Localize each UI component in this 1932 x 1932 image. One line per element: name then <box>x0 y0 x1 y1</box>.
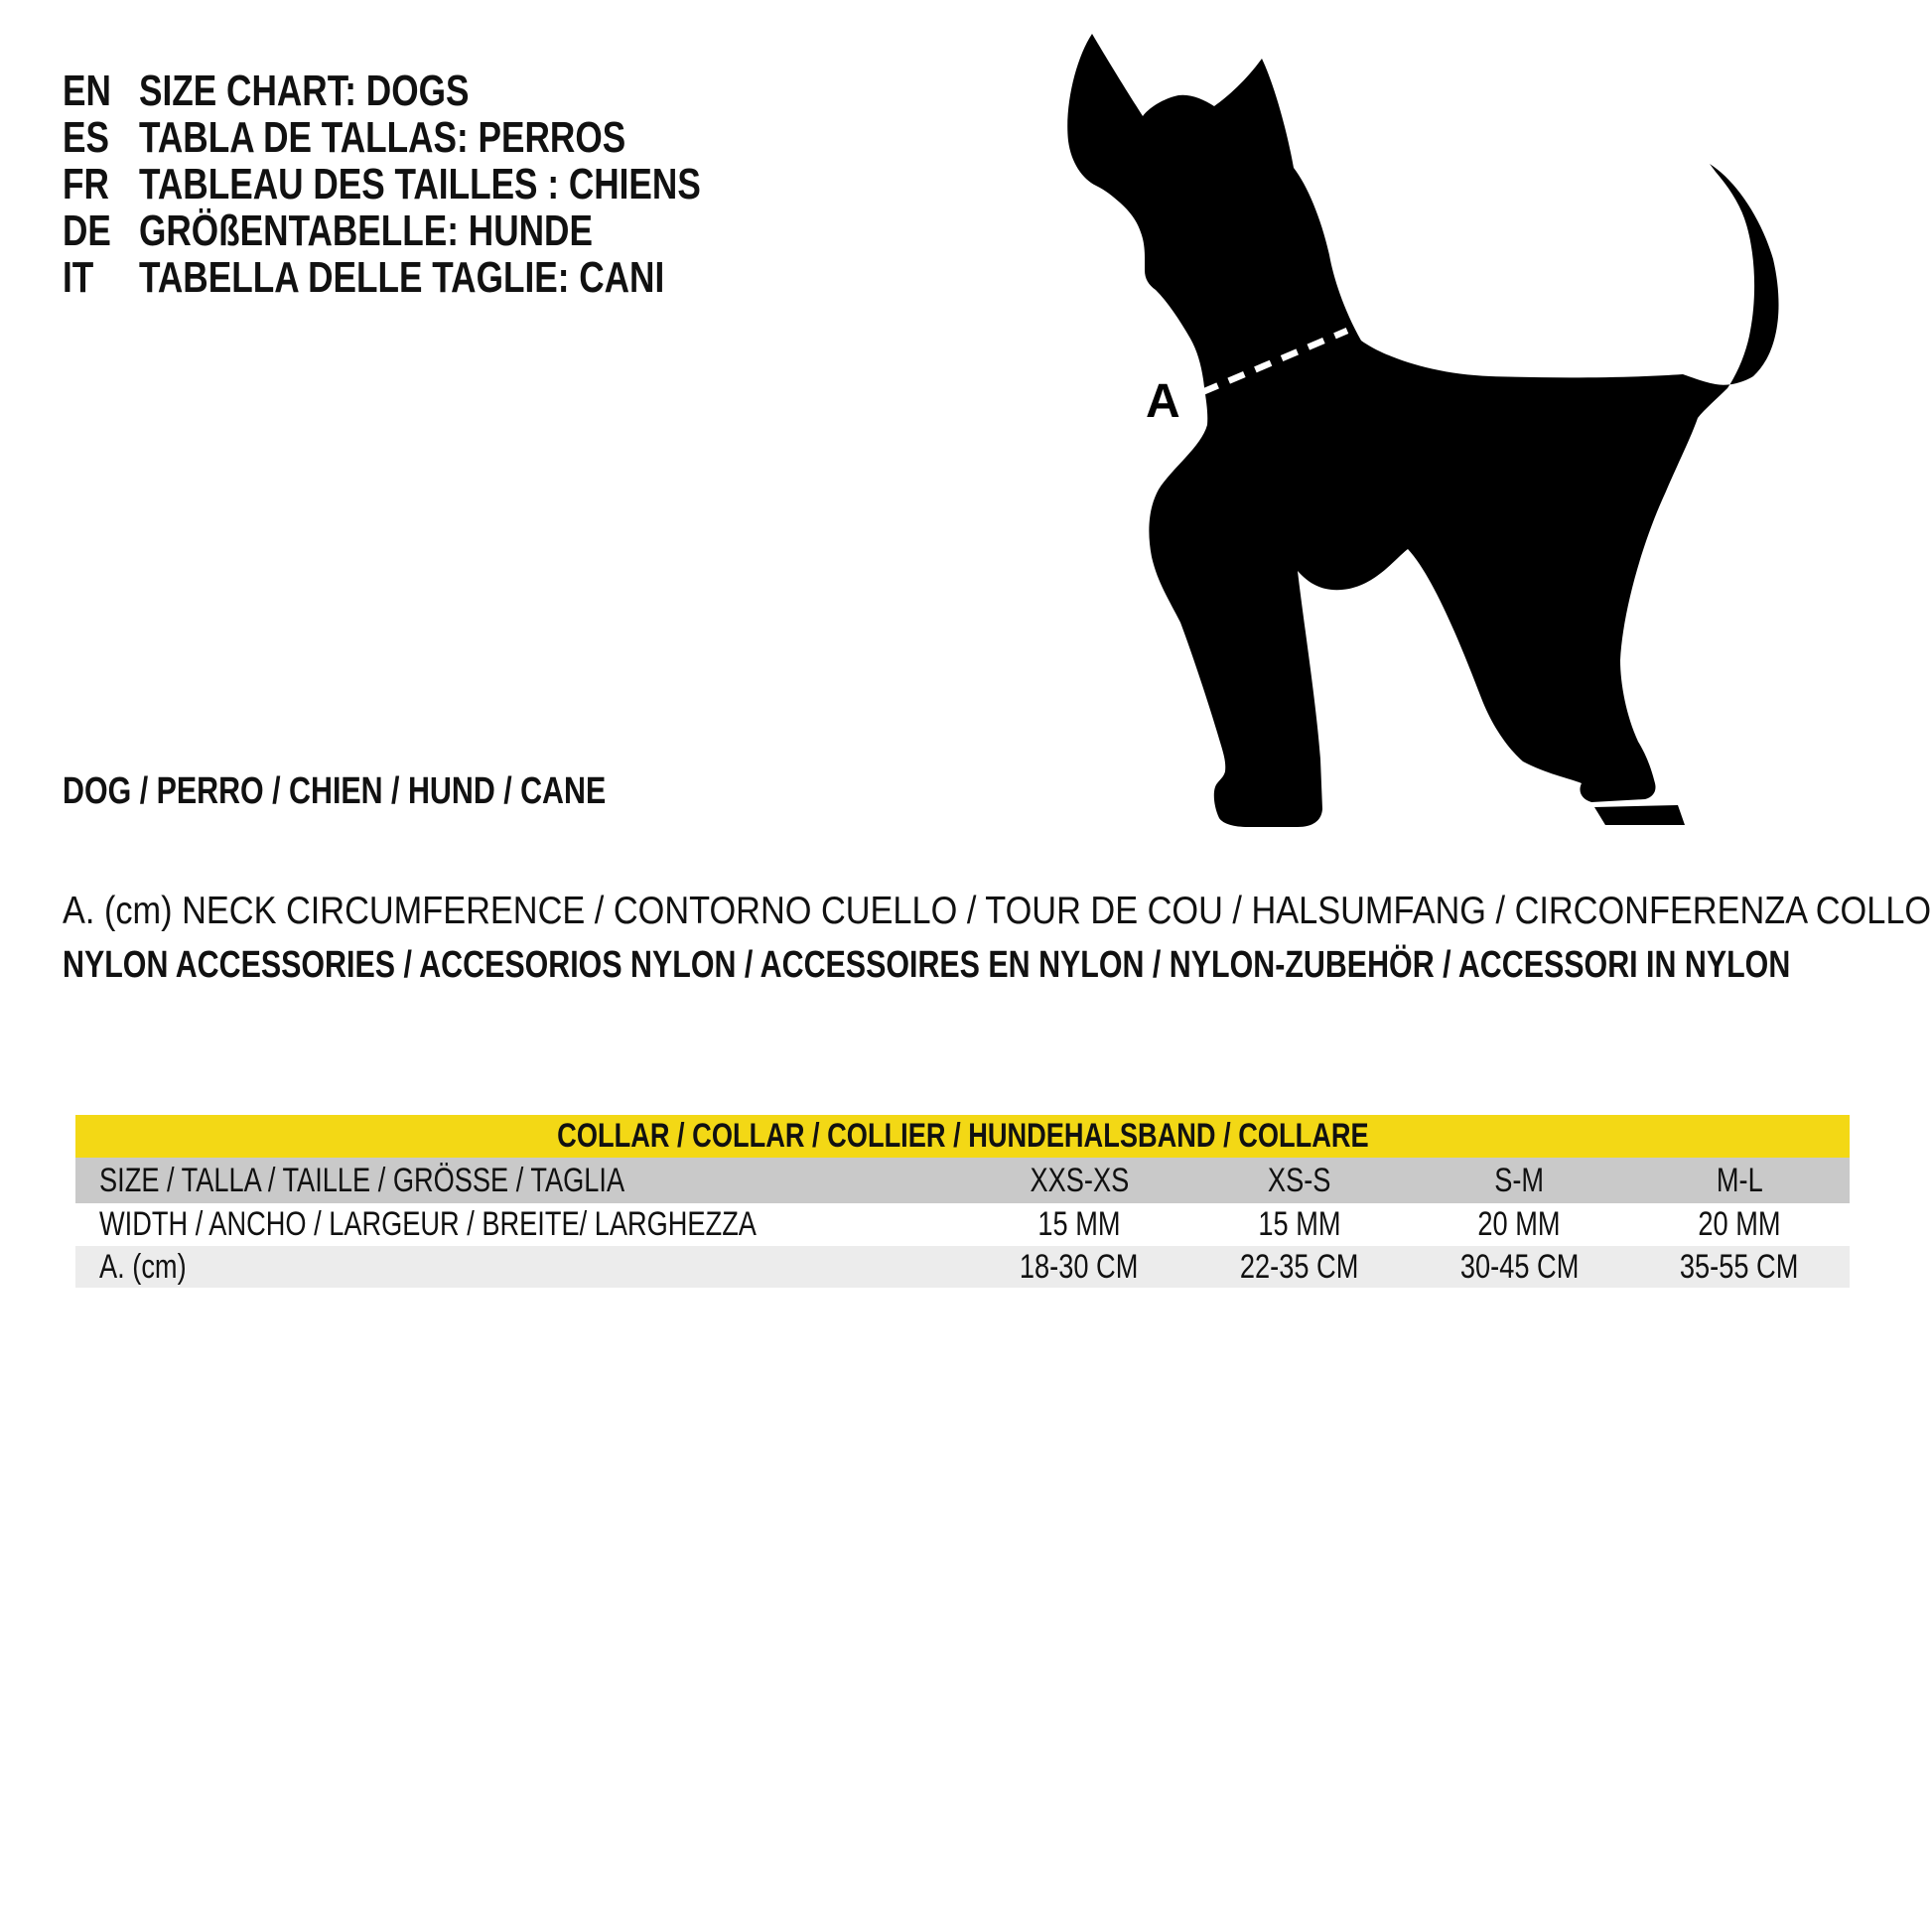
row-label: SIZE / TALLA / TAILLE / GRÖSSE / TAGLIA <box>99 1161 625 1199</box>
language-code: IT <box>63 253 94 302</box>
nylon-accessories-note <box>63 945 1932 985</box>
neck-range-value: 35-55 CM <box>1680 1247 1799 1286</box>
language-code: DE <box>63 207 111 255</box>
dog-caption <box>63 769 742 813</box>
title-text: GRÖßENTABELLE: HUNDE <box>139 207 593 255</box>
title-text: TABELLA DELLE TAGLIE: CANI <box>139 253 665 302</box>
language-code: EN <box>63 67 111 115</box>
title-text: TABLEAU DES TAILLES : CHIENS <box>139 160 701 208</box>
nylon-accessories-note-text: NYLON ACCESSORIES / ACCESORIOS NYLON / ACCESSOIRES EN NYLON / NYLON-ZUBEHÖR / ACCESSORI IN NYLON <box>63 944 1791 986</box>
neck-measure-label: A <box>1146 375 1180 428</box>
neck-circumference-note <box>63 892 1932 931</box>
title-text: TABLA DE TALLAS: PERROS <box>139 113 626 162</box>
title-row-en <box>0 68 894 114</box>
size-value: M-L <box>1716 1161 1763 1199</box>
width-value: 15 MM <box>1037 1205 1121 1243</box>
table-row-neck <box>75 1246 1850 1288</box>
title-row-de <box>0 207 894 254</box>
table-row-size <box>75 1158 1850 1203</box>
size-value: S-M <box>1494 1161 1545 1199</box>
table-row-width <box>75 1203 1850 1246</box>
neck-range-value: 22-35 CM <box>1239 1247 1359 1286</box>
neck-range-value: 30-45 CM <box>1459 1247 1580 1286</box>
width-value: 15 MM <box>1258 1205 1341 1243</box>
dog-caption-text: DOG / PERRO / CHIEN / HUND / CANE <box>63 770 607 812</box>
table-header-text: COLLAR / COLLAR / COLLIER / HUNDEHALSBAND / COLLARE <box>556 1117 1369 1155</box>
width-value: 20 MM <box>1698 1205 1781 1243</box>
row-label: WIDTH / ANCHO / LARGEUR / BREITE/ LARGHEZZA <box>99 1205 757 1243</box>
size-value: XXS-XS <box>1029 1161 1129 1199</box>
neck-range-value: 18-30 CM <box>1020 1247 1139 1286</box>
width-value: 20 MM <box>1477 1205 1561 1243</box>
size-value: XS-S <box>1267 1161 1331 1199</box>
title-row-fr <box>0 161 894 207</box>
title-row-es <box>0 114 894 161</box>
row-label: A. (cm) <box>99 1247 187 1286</box>
title-row-it <box>0 254 894 301</box>
collar-size-table <box>75 1115 1850 1288</box>
table-header <box>75 1115 1850 1158</box>
dog-far-hind-paw <box>1594 805 1685 825</box>
dog-silhouette-figure <box>1033 20 1807 844</box>
language-code: FR <box>63 160 109 208</box>
dog-silhouette <box>1067 34 1778 827</box>
neck-circumference-note-text: A. (cm) NECK CIRCUMFERENCE / CONTORNO CUELLO / TOUR DE COU / HALSUMFANG / CIRCONFERENZA COLLO <box>63 890 1932 932</box>
language-code: ES <box>63 113 109 162</box>
title-text: SIZE CHART: DOGS <box>139 67 470 115</box>
